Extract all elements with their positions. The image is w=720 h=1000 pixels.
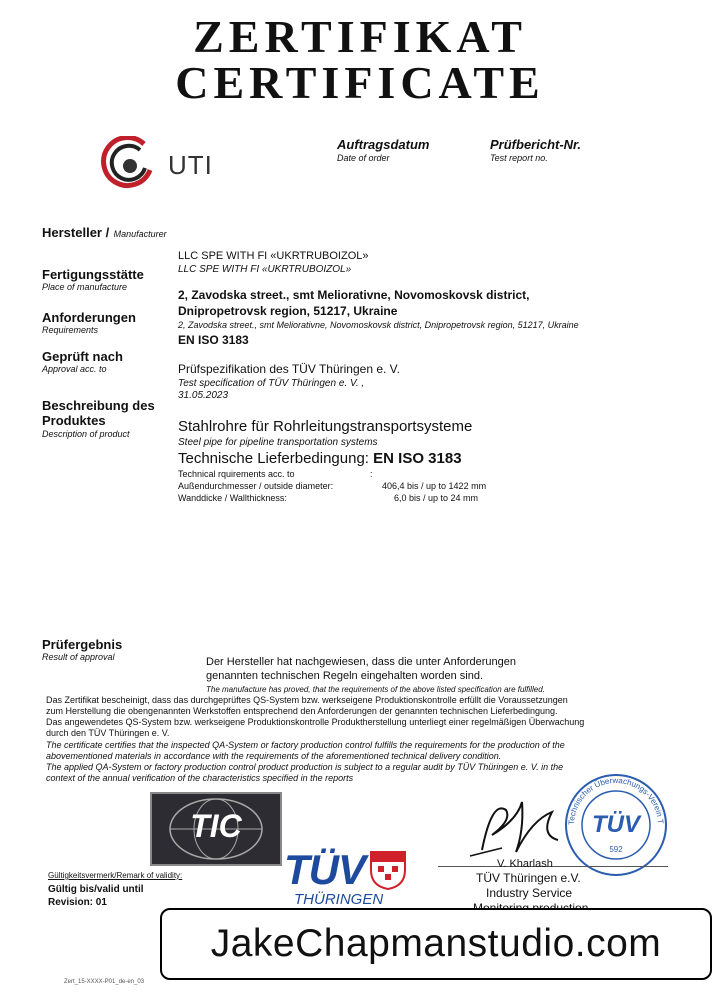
place-address-line1: 2, Zavodska street., smt Meliorativne, Novomoskovsk district,: [178, 288, 530, 302]
product-label-line2: Produktes: [42, 413, 106, 428]
product-name: Stahlrohre für Rohrleitungstransportsysteme: [178, 418, 473, 435]
tuv-logo-text: TÜV: [284, 846, 365, 893]
wt-label: Wanddicke / Wallthickness:: [178, 493, 287, 503]
footer-code: Zert_15-XXXX-P01_de-en_03: [64, 979, 145, 985]
manufacturer-label: Hersteller / Manufacturer: [42, 225, 167, 240]
tic-badge-icon: [150, 792, 282, 866]
validity-remark: Gültigkeitsvermerk/Remark of validity:: [48, 871, 183, 880]
tic-text: TIC: [190, 808, 242, 844]
manufacturer-value-en: LLC SPE WITH FI «UKRTRUBOIZOL»: [178, 264, 352, 275]
watermark-banner: JakeChapmanstudio.com: [160, 908, 712, 980]
tuv-shield-icon: [369, 850, 407, 890]
stamp-number: 592: [609, 845, 623, 854]
revision: Revision: 01: [48, 897, 107, 908]
place-address-en: 2, Zavodska street., smt Meliorativne, Novomoskovsk district, Dnipropetrovsk region, 51217, Ukraine: [178, 320, 579, 330]
report-no-label: Prüfbericht-Nr.: [490, 137, 582, 152]
certificate-title-en: CERTIFICATE: [175, 57, 545, 108]
stamp-text: TÜV: [592, 811, 640, 838]
result-label-en: Result of approval: [42, 652, 115, 662]
result-en-line: The manufacture has proved, that the requirements of the above listed specification are fulfilled.: [206, 685, 545, 694]
order-date-label: Auftragsdatum: [337, 137, 430, 152]
product-name-en: Steel pipe for pipeline transportation systems: [178, 437, 378, 448]
tech-requirements: Technical rquirements acc. to: [178, 469, 295, 479]
tuv-region-text: THÜRINGEN: [294, 891, 384, 908]
result-label: Prüfergebnis: [42, 637, 123, 652]
signatory-dept1: Industry Service: [486, 886, 573, 900]
tuv-stamp-icon: [556, 770, 676, 880]
certificate-statement-en: The certificate certifies that the inspected QA-System or factory production control fulfills the requirements for the production of the abovementioned materials in accordance with the requirements of the aforementioned technical delivery condition. The applied QA-System or factory production control product production is subject to a regular audit by TÜV Thüringen e. V. in the context of the annual verification of the characteristics specified in the reports: [46, 740, 565, 783]
requirements-value: EN ISO 3183: [178, 333, 249, 347]
product-label-en: Description of product: [42, 429, 130, 439]
tech-colon: :: [370, 469, 373, 479]
requirements-label-en: Requirements: [42, 325, 99, 335]
valid-until: Gültig bis/valid until: [48, 884, 144, 895]
approval-value: Prüfspezifikation des TÜV Thüringen e. V.: [178, 362, 400, 376]
place-label: Fertigungsstätte: [42, 267, 144, 282]
approval-value-en: Test specification of TÜV Thüringen e. V. ,: [178, 378, 365, 389]
certificate-statement-de: Das Zertifikat bescheinigt, dass das durchgeprüftes QS-System bzw. werkseigene Produktionskontrolle erfüllt die Voraussetzungen zum Herstellung die obengenannten Werkstoffen entsprechend den Anforderungen der genannten technischen Lieferbedingung. Das angewendetes QS-System bzw. werkseigene Produktionskontrolle Produktherstellung unterliegt einer regelmäßigen Überwachung durch den TÜV Thüringen e. V.: [46, 695, 585, 738]
od-label: Außendurchmesser / outside diameter:: [178, 481, 334, 491]
report-no-label-en: Test report no.: [490, 153, 548, 163]
stamp-ring-text: Technischer Überwachungs-Verein T: [566, 775, 666, 826]
wt-value: 6,0 bis / up to 24 mm: [394, 493, 479, 503]
manufacturer-value: LLC SPE WITH FI «UKRTRUBOIZOL»: [178, 250, 369, 262]
od-value: 406,4 bis / up to 1422 mm: [382, 481, 487, 491]
result-de-line1: Der Hersteller hat nachgewiesen, dass die unter Anforderungen: [206, 656, 517, 668]
approval-label: Geprüft nach: [42, 349, 123, 364]
requirements-label: Anforderungen: [42, 310, 136, 325]
approval-date: 31.05.2023: [178, 390, 229, 401]
signature-line: [438, 866, 668, 867]
result-de-line2: genannten technischen Regeln eingehalten worden sind.: [206, 670, 484, 682]
approval-label-en: Approval acc. to: [42, 364, 107, 374]
uti-logo-icon: [100, 136, 166, 194]
place-label-en: Place of manufacture: [42, 282, 128, 292]
signatory-name: V. Kharlash: [497, 858, 553, 870]
signatory-org: TÜV Thüringen e.V.: [476, 871, 581, 885]
place-address-line2: Dnipropetrovsk region, 51217, Ukraine: [178, 304, 398, 318]
uti-logo-text: UTI: [168, 150, 213, 180]
product-label-line1: Beschreibung des: [42, 398, 155, 413]
tech-delivery: Technische Lieferbedingung: EN ISO 3183: [178, 450, 462, 467]
certificate-title-de: ZERTIFIKAT: [193, 11, 527, 62]
order-date-label-en: Date of order: [337, 153, 390, 163]
